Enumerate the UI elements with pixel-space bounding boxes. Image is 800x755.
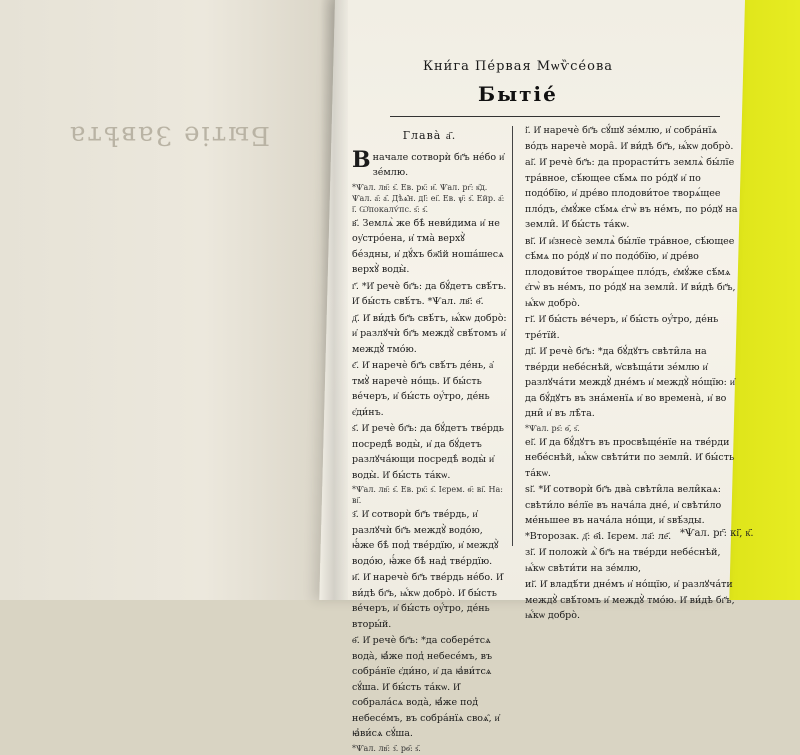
left-page <box>0 0 340 600</box>
title-rule <box>390 116 720 117</box>
book-gutter <box>320 0 348 600</box>
paragraph-text: начале сотворѝ бг҃ъ не́бо и҆ зе́млю. <box>372 151 505 178</box>
verse: в҃. Землѧ̀ же бѣ̀ неви́дима и҆ не оу҆стро́ена, и҆ тма̀ верхꙋ̀ бе́здны, и҆ дꙋ́хъ бж҃ій ноша́шесѧ верхꙋ̀ воды̀. <box>352 217 504 275</box>
right-text-column <box>525 123 740 625</box>
verse: аі҃. И҆ речѐ бг҃ъ: да прорасти́тъ землѧ̀ бы́лїе тра́вное, сѣ́ющее сѣ́мѧ по ро́дꙋ и҆ по подо́бїю, и҆ дре́во плодови́тое творѧ́щее пло́дъ, є҆мꙋ́же сѣ́мѧ є҆гѡ̀ въ не́мъ, по ро́дꙋ на земли̑. И҆ бы́сть та́кѡ. <box>525 157 738 230</box>
verse: и҃. И҆ наречѐ бг҃ъ тве́рдь не́бо. И҆ ви́дѣ бг҃ъ, ѩ҆́кѡ добро̀. И҆ бы́сть ве́черъ, и҆ бы́сть оу҆́тро, де́нь вторы́й. <box>352 572 503 630</box>
verse: ві҃. И҆ и҆знесѐ землѧ̀ бы́лїе тра́вное, сѣ́ющее сѣ́мѧ по ро́дꙋ и҆ по подо́бїю, и҆ дре́во плодови́тое творѧ́щее пло́дъ, є҆мꙋ́же сѣ́мѧ є҆гѡ̀ въ не́мъ, по ро́дꙋ на земли̑. И҆ ви́дѣ бг҃ъ, ѩ҆́кѡ добро̀. <box>525 235 736 309</box>
cross-reference: *Ѱал. лв҃: ѕ҃. Ев. рк҃: ѕ҃. Ієрем. ѳ҃: ві҃. На: ві҃. <box>352 485 503 505</box>
verse: гі҃. И҆ бы́сть ве́черъ, и҆ бы́сть оу҆́тро, де́нь тре́тїй. <box>525 314 719 341</box>
drop-cap: В <box>352 146 371 173</box>
first-paragraph <box>352 146 507 181</box>
chapter-heading: Глава̀ а҃. <box>402 129 457 142</box>
left-text-column <box>352 128 507 755</box>
verse: г҃. *И҆ речѐ бг҃ъ: да бꙋ́детъ свѣ́тъ. И҆ бы́сть свѣ́тъ. *Ѱал. лв҃: ѳ҃. <box>352 280 507 307</box>
verse: є҃. И҆ наречѐ бг҃ъ свѣ́тъ де́нь, а҆ тмꙋ̀ наречѐ но́щь. И҆ бы́сть ве́черъ, и҆ бы́сть оу҆́тро, де́нь є҆ди́нъ. <box>352 360 494 418</box>
cross-reference: *Ѱал. лв҃: ѕ҃. Ев. рк҃: и҃. Ѱал. рг҃: к҃д. Ѱал. а҃: а҃. Дѣѧ̑н. дӏ҃: еі҃. Ев. ѱ҃: ѕ҃. Ейр. а҃: ї҃. Ѡ҆покалѵ́пс. ѕ҃: ѕ҃. <box>352 182 505 214</box>
verse: еі҃. И҆ да бꙋ́дꙋтъ въ просвѣще́нїе на тве́рди небе́снѣй, ѩ҆́кѡ свѣти́ти по земли̑. И҆ бы́сть та́кѡ. <box>525 436 735 479</box>
verse: і҃. И҆ наречѐ бг҃ъ сꙋ́шꙋ зе́млю, и҆ собра́нїѧ во́дъ наречѐ мора̑. И҆ ви́дѣ бг҃ъ, ѩ҆́кѡ добро̀. <box>525 125 734 152</box>
left-page-ghost-text: Бытіе Завѣта <box>67 120 270 150</box>
footnote: *Ѱал. рг҃: кі҃, к҃. <box>680 528 754 539</box>
column-divider <box>512 126 513 546</box>
verse: з҃. И҆ сотворѝ бг҃ъ тве́рдь, и҆ разлꙋчѝ бг҃ъ междꙋ̀ водо́ю, ꙗ҆́же бѣ̀ под̾ тве́рдїю, и҆ междꙋ̀ водо́ю, ꙗ҆́же бѣ̀ над̾ тве́рдїю. <box>352 509 499 567</box>
verse: иі҃. И҆ владѣ́ти дне́мъ и҆ но́щїю, и҆ разлꙋча́ти междꙋ̀ свѣ́томъ и҆ междꙋ̀ тмо́ю. И҆ ви́дѣ бг҃ъ, ѩ҆́кѡ добро̀. <box>525 579 735 621</box>
verse: ѕі҃. *И҆ сотворѝ бг҃ъ два̀ свѣти̑ла вели̑каѧ: свѣти́ло ве́лїе въ нача́ла дне́, и҆ свѣти́ло ме́ньшее въ нача́ла но́щи, и҆ ѕвѣ́зды. *Второзак. д҃: ѳ҃і. Ієрем. ла҃: ле҃. <box>525 484 722 542</box>
verse: д҃. И҆ ви́дѣ бг҃ъ свѣ́тъ, ѩ҆́кѡ добро̀: и҆ разлꙋчѝ бг҃ъ междꙋ̀ свѣ́томъ и҆ междꙋ̀ тмо́ю. <box>352 312 507 355</box>
book-title: Кни́га Пе́рвая Мѡѷсе́ова <box>422 59 614 74</box>
verse: ді҃. И҆ речѐ бг҃ъ: *да бꙋ́дꙋтъ свѣти̑ла на тве́рди небе́снѣй, ѡ҆свѣща́ти зе́млю и҆ разлꙋча́ти междꙋ̀ дне́мъ и҆ междꙋ̀ но́щїю: и҆ да бꙋ́дꙋтъ въ зна́менїѧ и҆ во времена̀, и҆ во дни̑ и҆ въ лѣ̑та. <box>525 346 735 419</box>
verse: ѳ҃. И҆ речѐ бг҃ъ: *да собере́тсѧ вода̀, ꙗ҆́же под̾ небесе́мъ, въ собра́нїе є҆ди́но, и҆ да ꙗ҆ви́тсѧ сꙋ́ша. И҆ бы́сть та́кѡ. И҆ собрала́сѧ вода̀, ꙗ҆́же под̾ небесе́мъ, въ собра́нїѧ своѧ̑, и҆ ꙗ҆ви́сѧ сꙋ́ша. <box>352 635 500 739</box>
verse: ѕ҃. И҆ речѐ бг҃ъ: да бꙋ́детъ тве́рдь посредѣ̀ воды̀, и҆ да бꙋ́детъ разлꙋча́ющи посредѣ̀ воды̀ и҆ воды̀. И҆ бы́сть та́кѡ. <box>352 423 504 481</box>
chapter-title: Бытіе́ <box>478 82 558 106</box>
cross-reference: *Ѱал. лв҃: з҃. рѳ҃: ѕ҃. <box>352 743 421 753</box>
cross-reference: *Ѱал. рѕ҃: ѳ҃, ѕ҃. <box>525 423 580 433</box>
verse: зі҃. И҆ положѝ ѧ҆̀ бг҃ъ на тве́рди небе́снѣй, ѩ҆́кѡ свѣти́ти на зе́млю, <box>525 547 721 574</box>
